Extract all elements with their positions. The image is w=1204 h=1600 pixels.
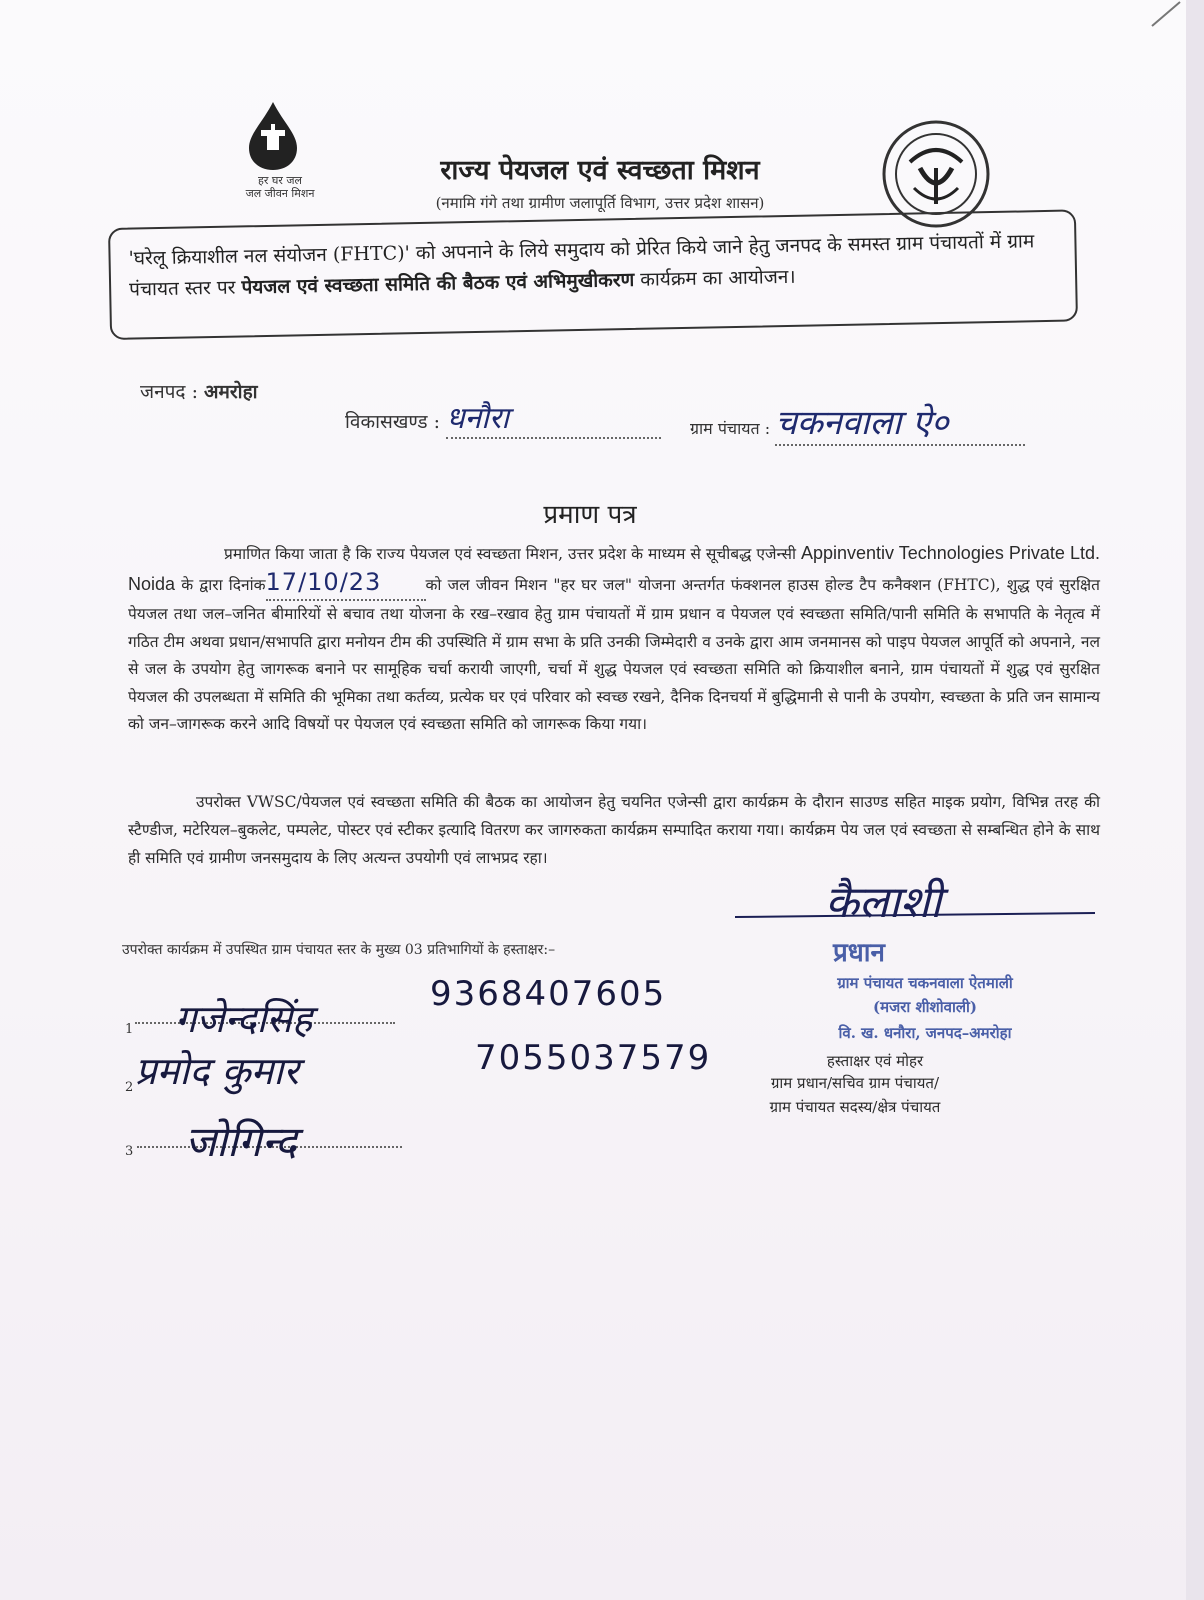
water-drop-icon (245, 100, 301, 172)
participant-row-3 (125, 1117, 545, 1186)
participants-intro: उपरोक्त कार्यक्रम में उपस्थित ग्राम पंचायत स्तर के मुख्य 03 प्रतिभागियों के हस्ताक्षर:– (122, 942, 556, 958)
para2-body: उपरोक्त VWSC/पेयजल एवं स्वच्छता समिति की बैठक का आयोजन हेतु चयनित एजेन्सी द्वारा कार्यक्रम के दौरान साउण्ड सहित माइक प्रयोग, विभिन्न तरह की स्टैण्डीज, मटेरियल–बुकलेट, पम्पलेट, पोस्टर एवं स्टीकर इत्यादि वितरण कर जागरुकता कार्यक्रम सम्पादित कराया गया। कार्यक्रम पेय जल एवं स्वच्छता से सम्बन्धित होने के साथ ही समिति एवं ग्रामीण जनसमुदाय के लिए अत्यन्त उपयोगी एवं लाभप्रद रहा। (128, 793, 1100, 867)
participant-number: 3 (125, 1144, 134, 1159)
participant-name: जोगिन्द (185, 1117, 297, 1166)
participant-number: 2 (125, 1080, 134, 1095)
stamp-line-3: वि. ख. धनौरा, जनपद–अमरोहा (838, 1024, 1012, 1042)
pin-icon (1146, 0, 1186, 30)
block-field (345, 396, 661, 439)
logo-caption-line2: जल जीवन मिशन (245, 187, 315, 200)
page-edge (1186, 0, 1204, 1600)
certificate-paragraph-2 (128, 788, 1100, 872)
page-title: राज्य पेयजल एवं स्वच्छता मिशन (440, 155, 760, 186)
participant-number: 1 (125, 1022, 134, 1037)
block-value: धनौरा (446, 401, 509, 436)
sign-caption-2: ग्राम प्रधान/सचिव ग्राम पंचायत/ (770, 1074, 940, 1092)
sign-caption-1: हस्ताक्षर एवं मोहर (826, 1052, 924, 1070)
para1-date-label: के द्वारा दिनांक (175, 575, 266, 594)
certificate-title: प्रमाण पत्र (543, 500, 637, 530)
topic-text-2: कार्यक्रम का आयोजन। (634, 265, 796, 291)
participant-name: गजेन्दसिंह (175, 997, 313, 1041)
stamp-line-2: (मजरा शीशोवाली) (873, 998, 977, 1016)
para1-body: को जल जीवन मिशन "हर घर जल" योजना अन्तर्गत फंक्शनल हाउस होल्ड टैप कनैक्शन (FHTC), शुद्ध एवं सुरक्षित पेयजल तथा जल–जनित बीमारियों से बचाव तथा योजना के रख–रखाव हेतु ग्राम पंचायतों में ग्राम प्रधान व पेयजल एवं स्वच्छता समिति/पानी समिति के सभापति के नेतृत्व में गठित टीम अथवा प्रधान/सभापति द्वारा मनोयन टीम की उपस्थिति में ग्राम सभा के प्रति उनकी जिम्मेदारी व उनके द्वारा आम जनमानस को पाइप पेयजल आपूर्ति को अपनाने, नल से जल के उपयोग हेतु जागरूक बनाने पर सामूहिक चर्चा करायी जाएगी, चर्चा में शुद्ध पेयजल एवं स्वच्छता समिति को क्रियाशील बनाने, ग्राम पंचायतों में शुद्ध एवं सुरक्षित पेयजल की उपलब्धता में समिति की भूमिका तथा कर्तव्य, प्रत्येक घर एवं परिवार को स्वच्छ रखने, दैनिक दिनचर्या में बुद्धिमानी से पानी के उपयोग, स्वच्छता के प्रति जन सामान्य को जन–जागरूक करने आदि विषयों पर पेयजल एवं स्वच्छता समिति को जागरूक किया गया। (128, 575, 1101, 733)
topic-text-1: 'घरेलू क्रियाशील नल संयोजन (FHTC)' को अपनाने के लिये समुदाय को प्रेरित किये जाने हेतु जनपद के समस्त ग्राम पंचायतों में ग्राम पंचायत स्तर पर (128, 230, 1035, 301)
participant-row-2 (125, 1038, 765, 1112)
topic-text-bold: पेयजल एवं स्वच्छता समिति की बैठक एवं अभिमुखीकरण (241, 268, 635, 299)
para1-intro: प्रमाणित किया जाता है कि राज्य पेयजल एवं स्वच्छता मिशन, उत्तर प्रदेश के माध्यम से सूचीबद्ध एजेन्सी (224, 545, 801, 563)
gp-label: ग्राम पंचायत : (690, 419, 771, 438)
gram-panchayat-field (690, 398, 1025, 446)
block-label: विकासखण्ड : (345, 411, 441, 433)
participant-name: प्रमोद कुमार (135, 1049, 299, 1093)
participant-phone: 9368407605 (430, 974, 667, 1014)
program-date: 17/10/23 (265, 567, 382, 596)
certificate-paragraph-1 (128, 540, 1100, 739)
sign-caption-3: ग्राम पंचायत सदस्य/क्षेत्र पंचायत (769, 1098, 941, 1116)
page-subtitle: (नमामि गंगे तथा ग्रामीण जलापूर्ति विभाग, उत्तर प्रदेश शासन) (435, 194, 765, 212)
stamp-title: प्रधान (833, 938, 885, 968)
agency-name: Appinventiv Technologies Private Ltd. Noida (128, 543, 1100, 594)
logo-caption-line1: हर घर जल (258, 174, 302, 187)
participant-phone: 7055037579 (475, 1038, 712, 1078)
stamp-line-1: ग्राम पंचायत चकनवाला ऐतमाली (837, 974, 1013, 992)
district-label: जनपद : (140, 381, 198, 403)
district-field (140, 378, 258, 404)
har-ghar-jal-logo (225, 100, 335, 220)
topic-box (108, 209, 1078, 340)
district-value: अमरोहा (204, 381, 258, 403)
pradhan-signature: कैलाशी (825, 877, 942, 928)
gp-value: चकनवाला ऐ० (775, 403, 949, 443)
